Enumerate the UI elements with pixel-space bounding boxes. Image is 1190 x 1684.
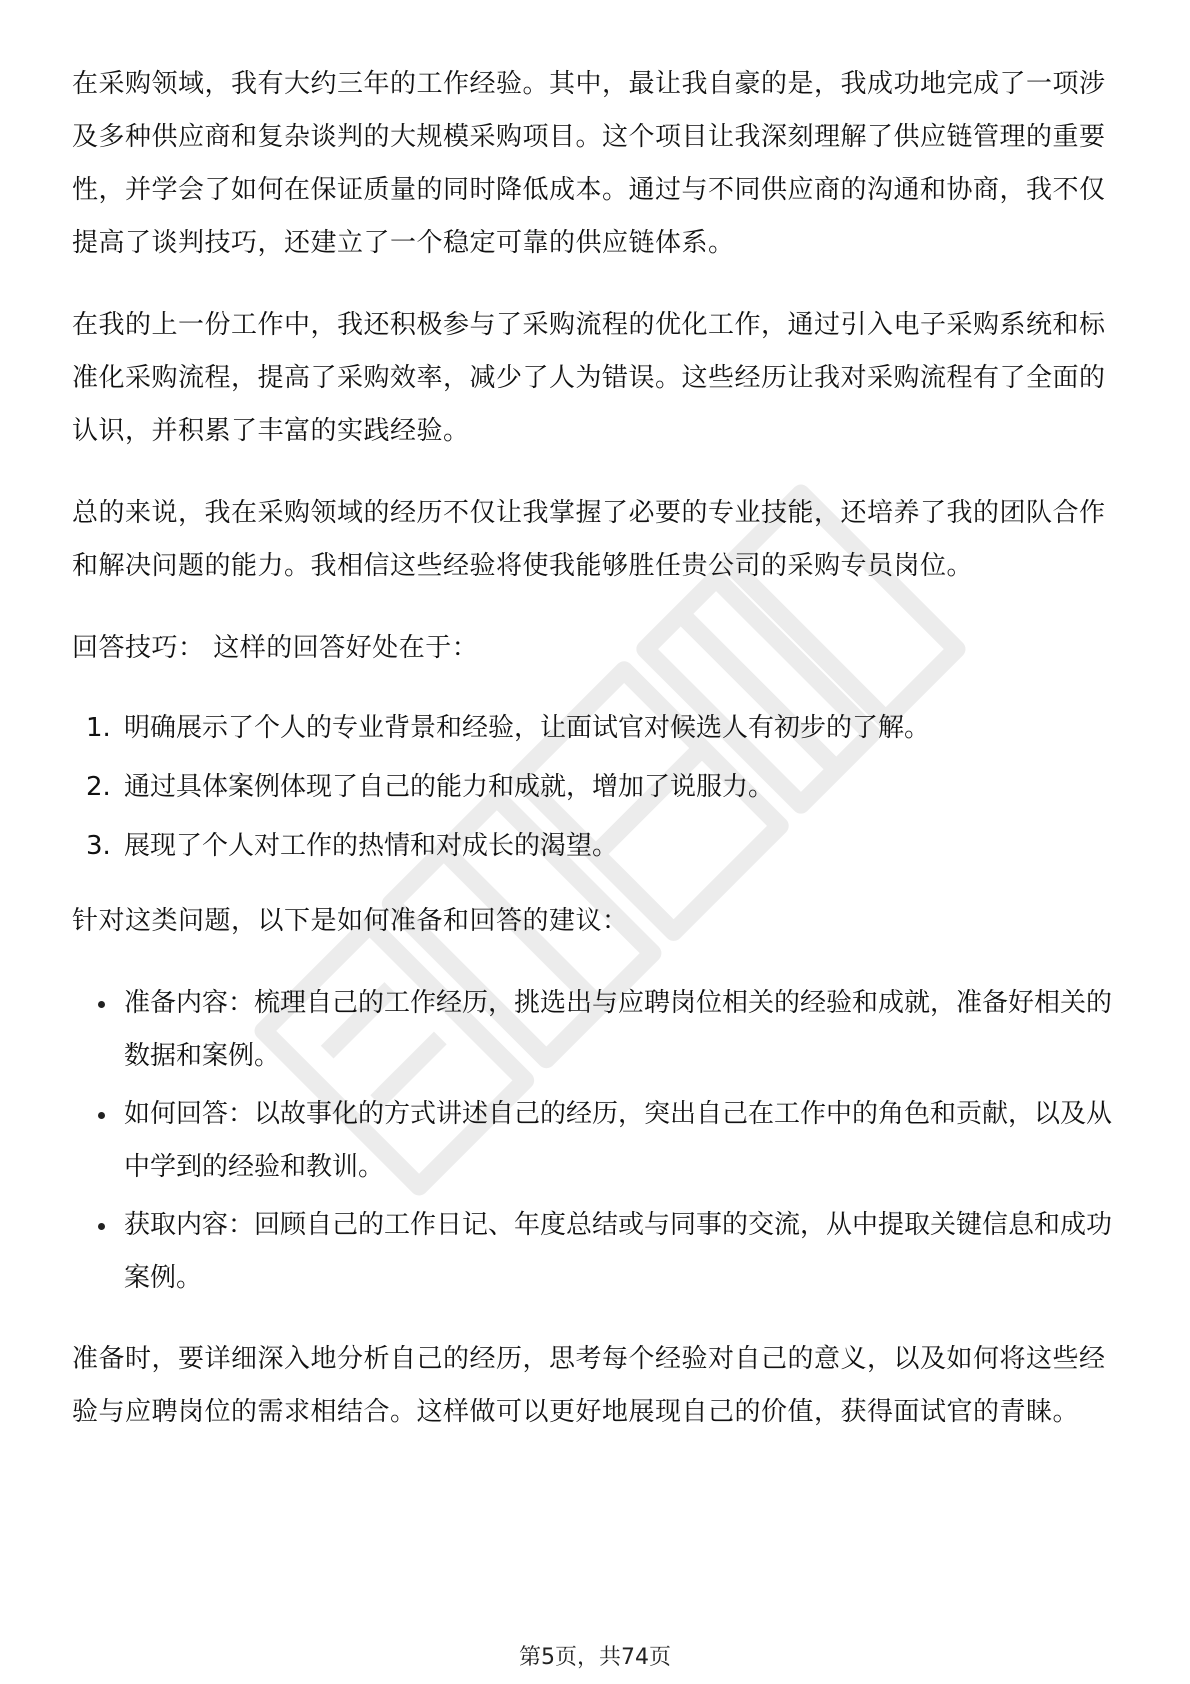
bullet-icon <box>98 1001 105 1008</box>
advice-list <box>72 977 1118 1305</box>
list-item <box>72 822 1118 871</box>
list-item <box>72 1088 1118 1194</box>
advice-heading: 针对这类问题，以下是如何准备和回答的建议： <box>72 906 629 936</box>
paragraph-previous-job: 在我的上一份工作中，我还积极参与了采购流程的优化工作，通过引入电子采购系统和标准化采购流程，提高了采购效率，减少了人为错误。这些经历让我对采购流程有了全面的认识，并积累了丰富的实践经验。 <box>72 310 1106 446</box>
tips-list <box>72 704 1118 871</box>
page-number: 第5页，共74页 <box>519 1645 671 1670</box>
list-item-text: 获取内容：回顾自己的工作日记、年度总结或与同事的交流，从中提取关键信息和成功案例。 <box>124 1210 1113 1293</box>
list-item-text: 展现了个人对工作的热情和对成长的渴望。 <box>124 831 619 861</box>
main-content <box>72 58 1118 1468</box>
tips-heading: 回答技巧： 这样的回答好处在于： <box>72 633 479 663</box>
list-item <box>72 704 1118 753</box>
list-item <box>72 763 1118 812</box>
list-item <box>72 977 1118 1083</box>
list-number: 2. <box>86 772 111 802</box>
list-item-text: 明确展示了个人的专业背景和经验，让面试官对候选人有初步的了解。 <box>124 713 931 743</box>
list-item-text: 准备内容：梳理自己的工作经历，挑选出与应聘岗位相关的经验和成就，准备好相关的数据和案例。 <box>124 988 1113 1071</box>
list-number: 1. <box>86 713 111 743</box>
bullet-icon <box>98 1112 105 1119</box>
paragraph-summary: 总的来说，我在采购领域的经历不仅让我掌握了必要的专业技能，还培养了我的团队合作和解决问题的能力。我相信这些经验将使我能够胜任贵公司的采购专员岗位。 <box>72 498 1106 581</box>
bullet-icon <box>98 1223 105 1230</box>
list-item-text: 通过具体案例体现了自己的能力和成就，增加了说服力。 <box>124 772 775 802</box>
list-item <box>72 1199 1118 1305</box>
list-item-text: 如何回答：以故事化的方式讲述自己的经历，突出自己在工作中的角色和贡献，以及从中学到的经验和教训。 <box>124 1099 1113 1182</box>
paragraph-experience: 在采购领域，我有大约三年的工作经验。其中，最让我自豪的是，我成功地完成了一项涉及多种供应商和复杂谈判的大规模采购项目。这个项目让我深刻理解了供应链管理的重要性，并学会了如何在保证质量的同时降低成本。通过与不同供应商的沟通和协商，我不仅提高了谈判技巧，还建立了一个稳定可靠的供应链体系。 <box>72 69 1106 258</box>
list-number: 3. <box>86 831 111 861</box>
paragraph-closing: 准备时，要详细深入地分析自己的经历，思考每个经验对自己的意义，以及如何将这些经验与应聘岗位的需求相结合。这样做可以更好地展现自己的价值，获得面试官的青睐。 <box>72 1344 1106 1427</box>
